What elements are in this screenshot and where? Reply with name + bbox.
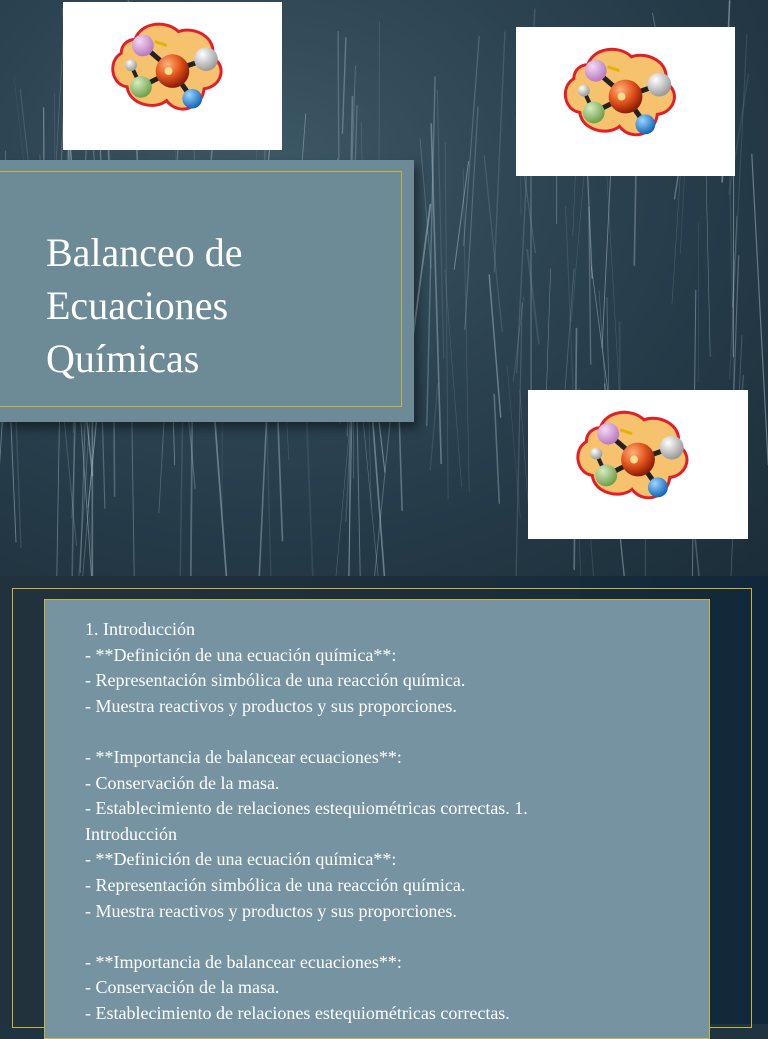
content-line: - Muestra reactivos y productos y sus proporciones. xyxy=(85,694,705,720)
content-line: - **Importancia de balancear ecuaciones**: xyxy=(85,745,705,771)
content-line xyxy=(85,719,705,745)
content-box xyxy=(44,599,710,1039)
content-line: - Representación simbólica de una reacción química. xyxy=(85,668,705,694)
content-line: - Establecimiento de relaciones estequiométricas correctas. xyxy=(85,1001,705,1027)
content-line: - **Definición de una ecuación química**: xyxy=(85,643,705,669)
content-text xyxy=(85,617,705,1027)
content-line: - **Importancia de balancear ecuaciones**: xyxy=(85,950,705,976)
content-line: - **Definición de una ecuación química**: xyxy=(85,847,705,873)
content-line: Introducción xyxy=(85,822,705,848)
title-line-2: Ecuaciones xyxy=(46,279,386,332)
content-slide xyxy=(0,576,768,1024)
molecule-image-3 xyxy=(528,390,748,539)
molecule-image-2 xyxy=(516,27,735,176)
content-line: - Conservación de la masa. xyxy=(85,975,705,1001)
content-line: 1. Introducción xyxy=(85,617,705,643)
molecule-image-1 xyxy=(63,2,282,150)
content-line xyxy=(85,924,705,950)
title-line-3: Químicas xyxy=(46,332,386,385)
title-line-1: Balanceo de xyxy=(46,226,386,279)
content-line: - Establecimiento de relaciones estequiométricas correctas. 1. xyxy=(85,796,705,822)
content-line: - Muestra reactivos y productos y sus proporciones. xyxy=(85,899,705,925)
content-line: - Representación simbólica de una reacción química. xyxy=(85,873,705,899)
content-line: - Conservación de la masa. xyxy=(85,771,705,797)
slide-title xyxy=(46,226,386,385)
